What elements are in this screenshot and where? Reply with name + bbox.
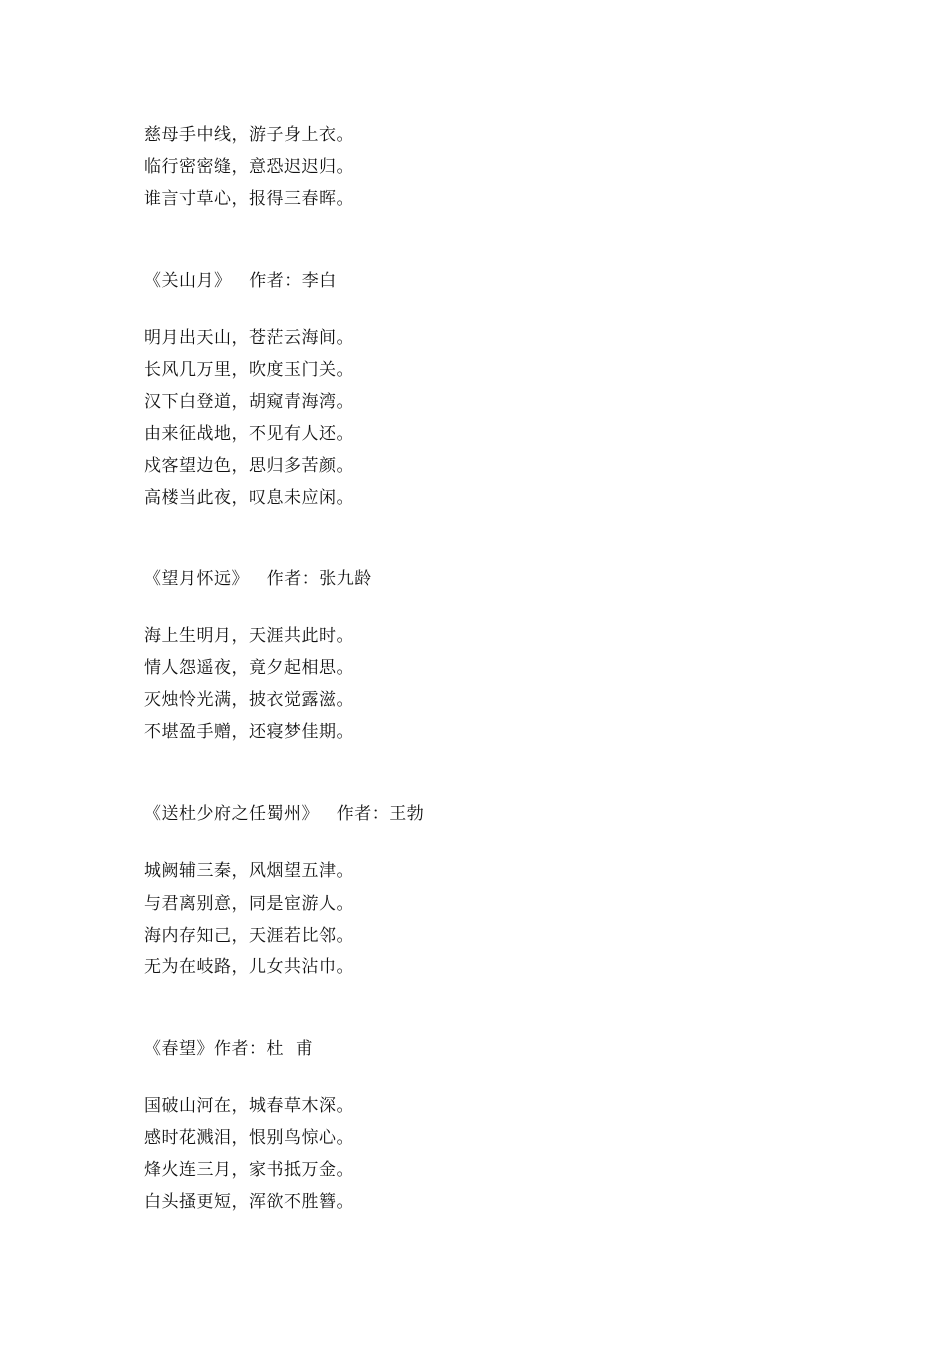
poem-line: 烽火连三月，家书抵万金。	[144, 1160, 354, 1180]
poem-heading: 《送杜少府之任蜀州》 作者：王勃	[144, 804, 425, 824]
poem-heading: 《关山月》 作者：李白	[144, 271, 337, 291]
poem-line: 汉下白登道，胡窥青海湾。	[144, 392, 354, 412]
poem-line: 由来征战地，不见有人还。	[144, 424, 354, 444]
poem-line: 白头搔更短，浑欲不胜簪。	[144, 1192, 354, 1212]
poem-line: 无为在岐路，儿女共沾巾。	[144, 957, 354, 977]
poem-line: 国破山河在，城春草木深。	[144, 1096, 354, 1116]
poem-line: 感时花溅泪，恨别鸟惊心。	[144, 1128, 354, 1148]
poem-line: 城阙辅三秦，风烟望五津。	[144, 861, 354, 881]
poem-line: 谁言寸草心，报得三春晖。	[144, 189, 354, 209]
poem-line: 慈母手中线，游子身上衣。	[144, 125, 354, 145]
poem-line: 长风几万里，吹度玉门关。	[144, 360, 354, 380]
poem-heading: 《春望》作者：杜 甫	[144, 1039, 314, 1059]
poem-line: 高楼当此夜，叹息未应闲。	[144, 488, 354, 508]
poem-line: 明月出天山，苍茫云海间。	[144, 328, 354, 348]
poem-line: 情人怨遥夜，竟夕起相思。	[144, 658, 354, 678]
poem-line: 临行密密缝，意恐迟迟归。	[144, 157, 354, 177]
poem-line: 海上生明月，天涯共此时。	[144, 626, 354, 646]
poem-line: 灭烛怜光满，披衣觉露滋。	[144, 690, 354, 710]
poem-line: 戍客望边色，思归多苦颜。	[144, 456, 354, 476]
poem-heading: 《望月怀远》 作者：张九龄	[144, 569, 372, 589]
poem-line: 不堪盈手赠，还寝梦佳期。	[144, 722, 354, 742]
poem-line: 海内存知己，天涯若比邻。	[144, 926, 354, 946]
poem-line: 与君离别意，同是宦游人。	[144, 894, 354, 914]
